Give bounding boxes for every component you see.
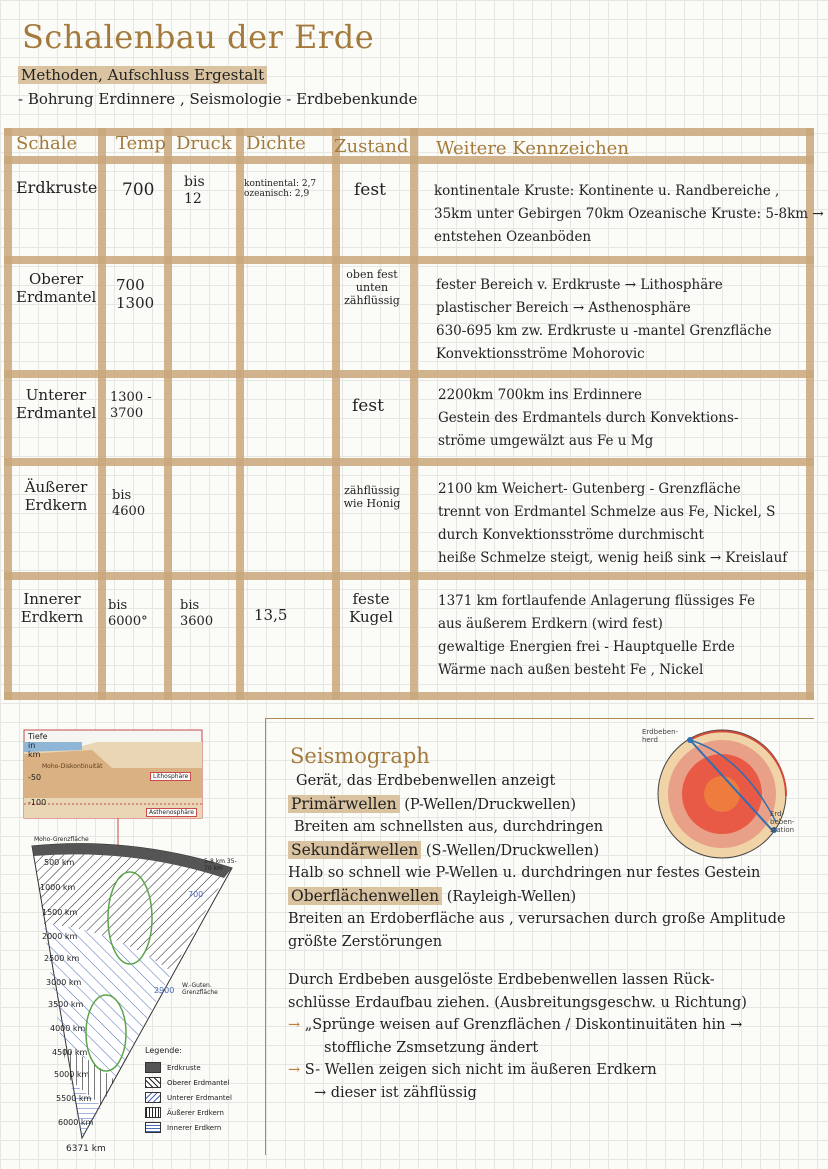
methods-block <box>18 66 417 114</box>
row-notes <box>434 180 824 249</box>
p-waves-heading: Primärwellen <box>288 795 400 813</box>
table-rule <box>4 156 814 164</box>
legend-label: Innerer Erdkern <box>167 1123 222 1132</box>
depth-6000: 6000 km <box>58 1118 94 1127</box>
depth-1000: 1000 km <box>40 883 76 892</box>
table-rule <box>410 128 418 700</box>
crust-note: 5-8 km 35-70 km <box>204 858 237 872</box>
depth-4500: 4500 km <box>52 1048 88 1057</box>
note-line: → dieser ist zähflüssig <box>314 1084 477 1101</box>
page-title: Schalenbau der Erde <box>22 18 375 56</box>
table-rule <box>164 128 172 700</box>
gutenberg-label: W.-Guten. Grenzfläche <box>182 982 218 996</box>
depth-500: 500 km <box>44 858 75 867</box>
legend-label: Unterer Erdmantel <box>167 1093 232 1102</box>
row-dichte: kontinental: 2,7 ozeanisch: 2,9 <box>244 179 317 199</box>
methods-detail: - Bohrung Erdinnere , Seismologie - Erdbebenkunde <box>18 90 418 108</box>
depth-1500: 1500 km <box>42 908 78 917</box>
label-700: 700 <box>188 890 204 899</box>
legend-item <box>145 1062 201 1073</box>
arrow-icon: → <box>288 1062 305 1078</box>
row-zustand: zähflüssig wie Honig <box>343 484 401 511</box>
methods-heading: Methoden, Aufschluss Ergestalt <box>18 66 267 84</box>
note-line: plastischer Bereich → Asthenosphäre <box>436 300 691 316</box>
inset-depth-100: -100 <box>28 798 47 807</box>
earth-layers-table <box>4 128 824 700</box>
note-line: größte Zerstörungen <box>288 933 443 950</box>
note-line <box>288 885 786 909</box>
row-druck: bis 3600 <box>180 598 214 629</box>
note-line: stoffliche Zsmsetzung ändert <box>324 1039 539 1056</box>
table-rule <box>4 370 814 378</box>
note-line: durch Konvektionsströme durchmischt <box>438 527 704 543</box>
row-zustand: fest <box>352 396 384 416</box>
seismograph-title: Seismograph <box>290 744 430 768</box>
depth-bottom: 6371 km <box>66 1144 106 1154</box>
earth-cross-section <box>22 728 262 1162</box>
row-notes <box>438 478 787 570</box>
row-temp: 1300 - 3700 <box>110 390 152 421</box>
legend-swatch <box>145 1077 161 1088</box>
inset-astheno-label: Asthenosphäre <box>146 808 197 817</box>
row-schale: Unterer Erdmantel <box>16 386 97 422</box>
row-notes <box>436 274 772 366</box>
header-temp: Temp <box>116 133 166 154</box>
row-notes <box>438 590 755 682</box>
row-temp: 700 1300 <box>116 276 155 312</box>
legend-swatch <box>145 1122 161 1133</box>
note-line: Breiten an Erdoberfläche aus , verursachen durch große Amplitude <box>288 911 786 927</box>
legend-label: Erdkruste <box>167 1063 201 1072</box>
s-waves-desc: (S-Wellen/Druckwellen) <box>425 842 600 859</box>
header-dichte: Dichte <box>246 133 306 154</box>
note-line <box>288 793 786 817</box>
depth-5500: 5500 km <box>56 1094 92 1103</box>
surface-waves-heading: Oberflächenwellen <box>288 887 442 905</box>
row-temp: 700 <box>122 180 155 200</box>
header-schale: Schale <box>16 133 78 154</box>
note-line: ströme umgewälzt aus Fe u Mg <box>438 433 654 449</box>
table-rule <box>98 128 106 700</box>
moho-label: Moho-Grenzfläche <box>34 836 89 843</box>
legend-title: Legende: <box>145 1046 183 1055</box>
table-rule <box>4 692 814 700</box>
note-line: Gerät, das Erdbebenwellen anzeigt <box>296 773 556 789</box>
depth-2000: 2000 km <box>42 932 78 941</box>
row-temp: bis 4600 <box>112 488 146 519</box>
note-line: 630-695 km zw. Erdkruste u -mantel Grenzfläche <box>436 323 772 339</box>
table-rule <box>4 572 814 580</box>
table-rule <box>4 256 814 264</box>
depth-5000: 5000 km <box>54 1070 90 1079</box>
row-schale: Erdkruste <box>16 178 98 197</box>
legend-swatch <box>145 1062 161 1073</box>
note-line: 2200km 700km ins Erdinnere <box>438 387 642 403</box>
legend-item <box>145 1092 232 1103</box>
row-temp: bis 6000° <box>108 598 148 629</box>
station-label: Erd-beben-station <box>770 810 795 834</box>
row-schale: Oberer Erdmantel <box>16 270 97 306</box>
note-line: Konvektionsströme Mohorovic <box>436 346 645 362</box>
legend-item <box>145 1077 230 1088</box>
row-dichte: 13,5 <box>254 606 288 624</box>
row-zustand: feste Kugel <box>349 590 393 626</box>
label-2900: 2900 <box>154 986 175 995</box>
row-druck: bis 12 <box>184 174 205 207</box>
note-line: trennt von Erdmantel Schmelze aus Fe, Nickel, S <box>438 504 776 520</box>
row-schale: Innerer Erdkern <box>20 590 84 626</box>
note-line: fester Bereich v. Erdkruste → Lithosphäre <box>436 277 723 293</box>
arrow-icon: → <box>288 1017 305 1033</box>
inset-litho-label: Lithosphäre <box>150 772 191 781</box>
note-text: S- Wellen zeigen sich nicht im äußeren Erdkern <box>304 1062 657 1078</box>
note-text: „Sprünge weisen auf Grenzflächen / Diskontinuitäten hin → <box>304 1017 743 1033</box>
header-kennzeichen: Weitere Kennzeichen <box>436 138 629 159</box>
note-line <box>288 1014 786 1037</box>
legend-item <box>145 1107 224 1118</box>
note-line: 35km unter Gebirgen 70km Ozeanische Kruste: 5-8km → <box>434 206 824 222</box>
row-schale: Äußerer Erdkern <box>24 478 88 514</box>
depth-3500: 3500 km <box>48 1000 84 1009</box>
depth-2500: 2500 km <box>44 954 80 963</box>
note-line: 1371 km fortlaufende Anlagerung flüssiges Fe <box>438 593 756 609</box>
row-notes <box>438 384 738 453</box>
note-line: entstehen Ozeanböden <box>434 229 592 245</box>
note-line: Breiten am schnellsten aus, durchdringen <box>294 819 604 835</box>
header-druck: Druck <box>176 133 232 154</box>
note-line: Wärme nach außen besteht Fe , Nickel <box>438 662 704 678</box>
epicenter-label: Erdbeben-herd <box>642 728 679 744</box>
depth-3000: 3000 km <box>46 978 82 987</box>
note-line: heiße Schmelze steigt, wenig heiß sink → Kreislauf <box>438 550 788 566</box>
note-line: schlüsse Erdaufbau ziehen. (Ausbreitungsgeschw. u Richtung) <box>288 994 747 1011</box>
inset-moho-label: Moho-Diskontinuität <box>42 763 103 770</box>
note-line <box>288 1059 786 1082</box>
inset-depth-50: -50 <box>28 773 42 782</box>
row-zustand: oben fest unten zähflüssig <box>344 268 400 308</box>
inset-depth-label: Tiefe in km <box>28 732 48 759</box>
note-line <box>288 839 786 863</box>
legend-label: Äußerer Erdkern <box>167 1108 224 1117</box>
depth-4000: 4000 km <box>50 1024 86 1033</box>
note-line: Gestein des Erdmantels durch Konvektions- <box>438 410 739 426</box>
surface-waves-desc: (Rayleigh-Wellen) <box>446 888 577 905</box>
note-line: Halb so schnell wie P-Wellen u. durchdringen nur festes Gestein <box>288 865 761 881</box>
note-line: Durch Erdbeben ausgelöste Erdbebenwellen lassen Rück- <box>288 972 715 988</box>
s-waves-heading: Sekundärwellen <box>288 841 421 859</box>
legend-label: Oberer Erdmantel <box>167 1078 230 1087</box>
p-waves-desc: (P-Wellen/Druckwellen) <box>404 796 577 813</box>
table-rule <box>4 458 814 466</box>
seismograph-notes <box>288 770 786 1104</box>
table-rule <box>236 128 244 700</box>
note-line: gewaltige Energien frei - Hauptquelle Erde <box>438 639 735 655</box>
table-rule <box>4 128 12 700</box>
note-line: aus äußerem Erdkern (wird fest) <box>438 616 663 632</box>
header-zustand: Zustand <box>334 136 409 157</box>
note-line: 2100 km Weichert- Gutenberg - Grenzfläche <box>438 481 741 497</box>
note-line: kontinentale Kruste: Kontinente u. Randbereiche , <box>434 183 780 199</box>
legend-swatch <box>145 1092 161 1103</box>
row-zustand: fest <box>354 180 386 200</box>
legend-item <box>145 1122 221 1133</box>
legend-swatch <box>145 1107 161 1118</box>
